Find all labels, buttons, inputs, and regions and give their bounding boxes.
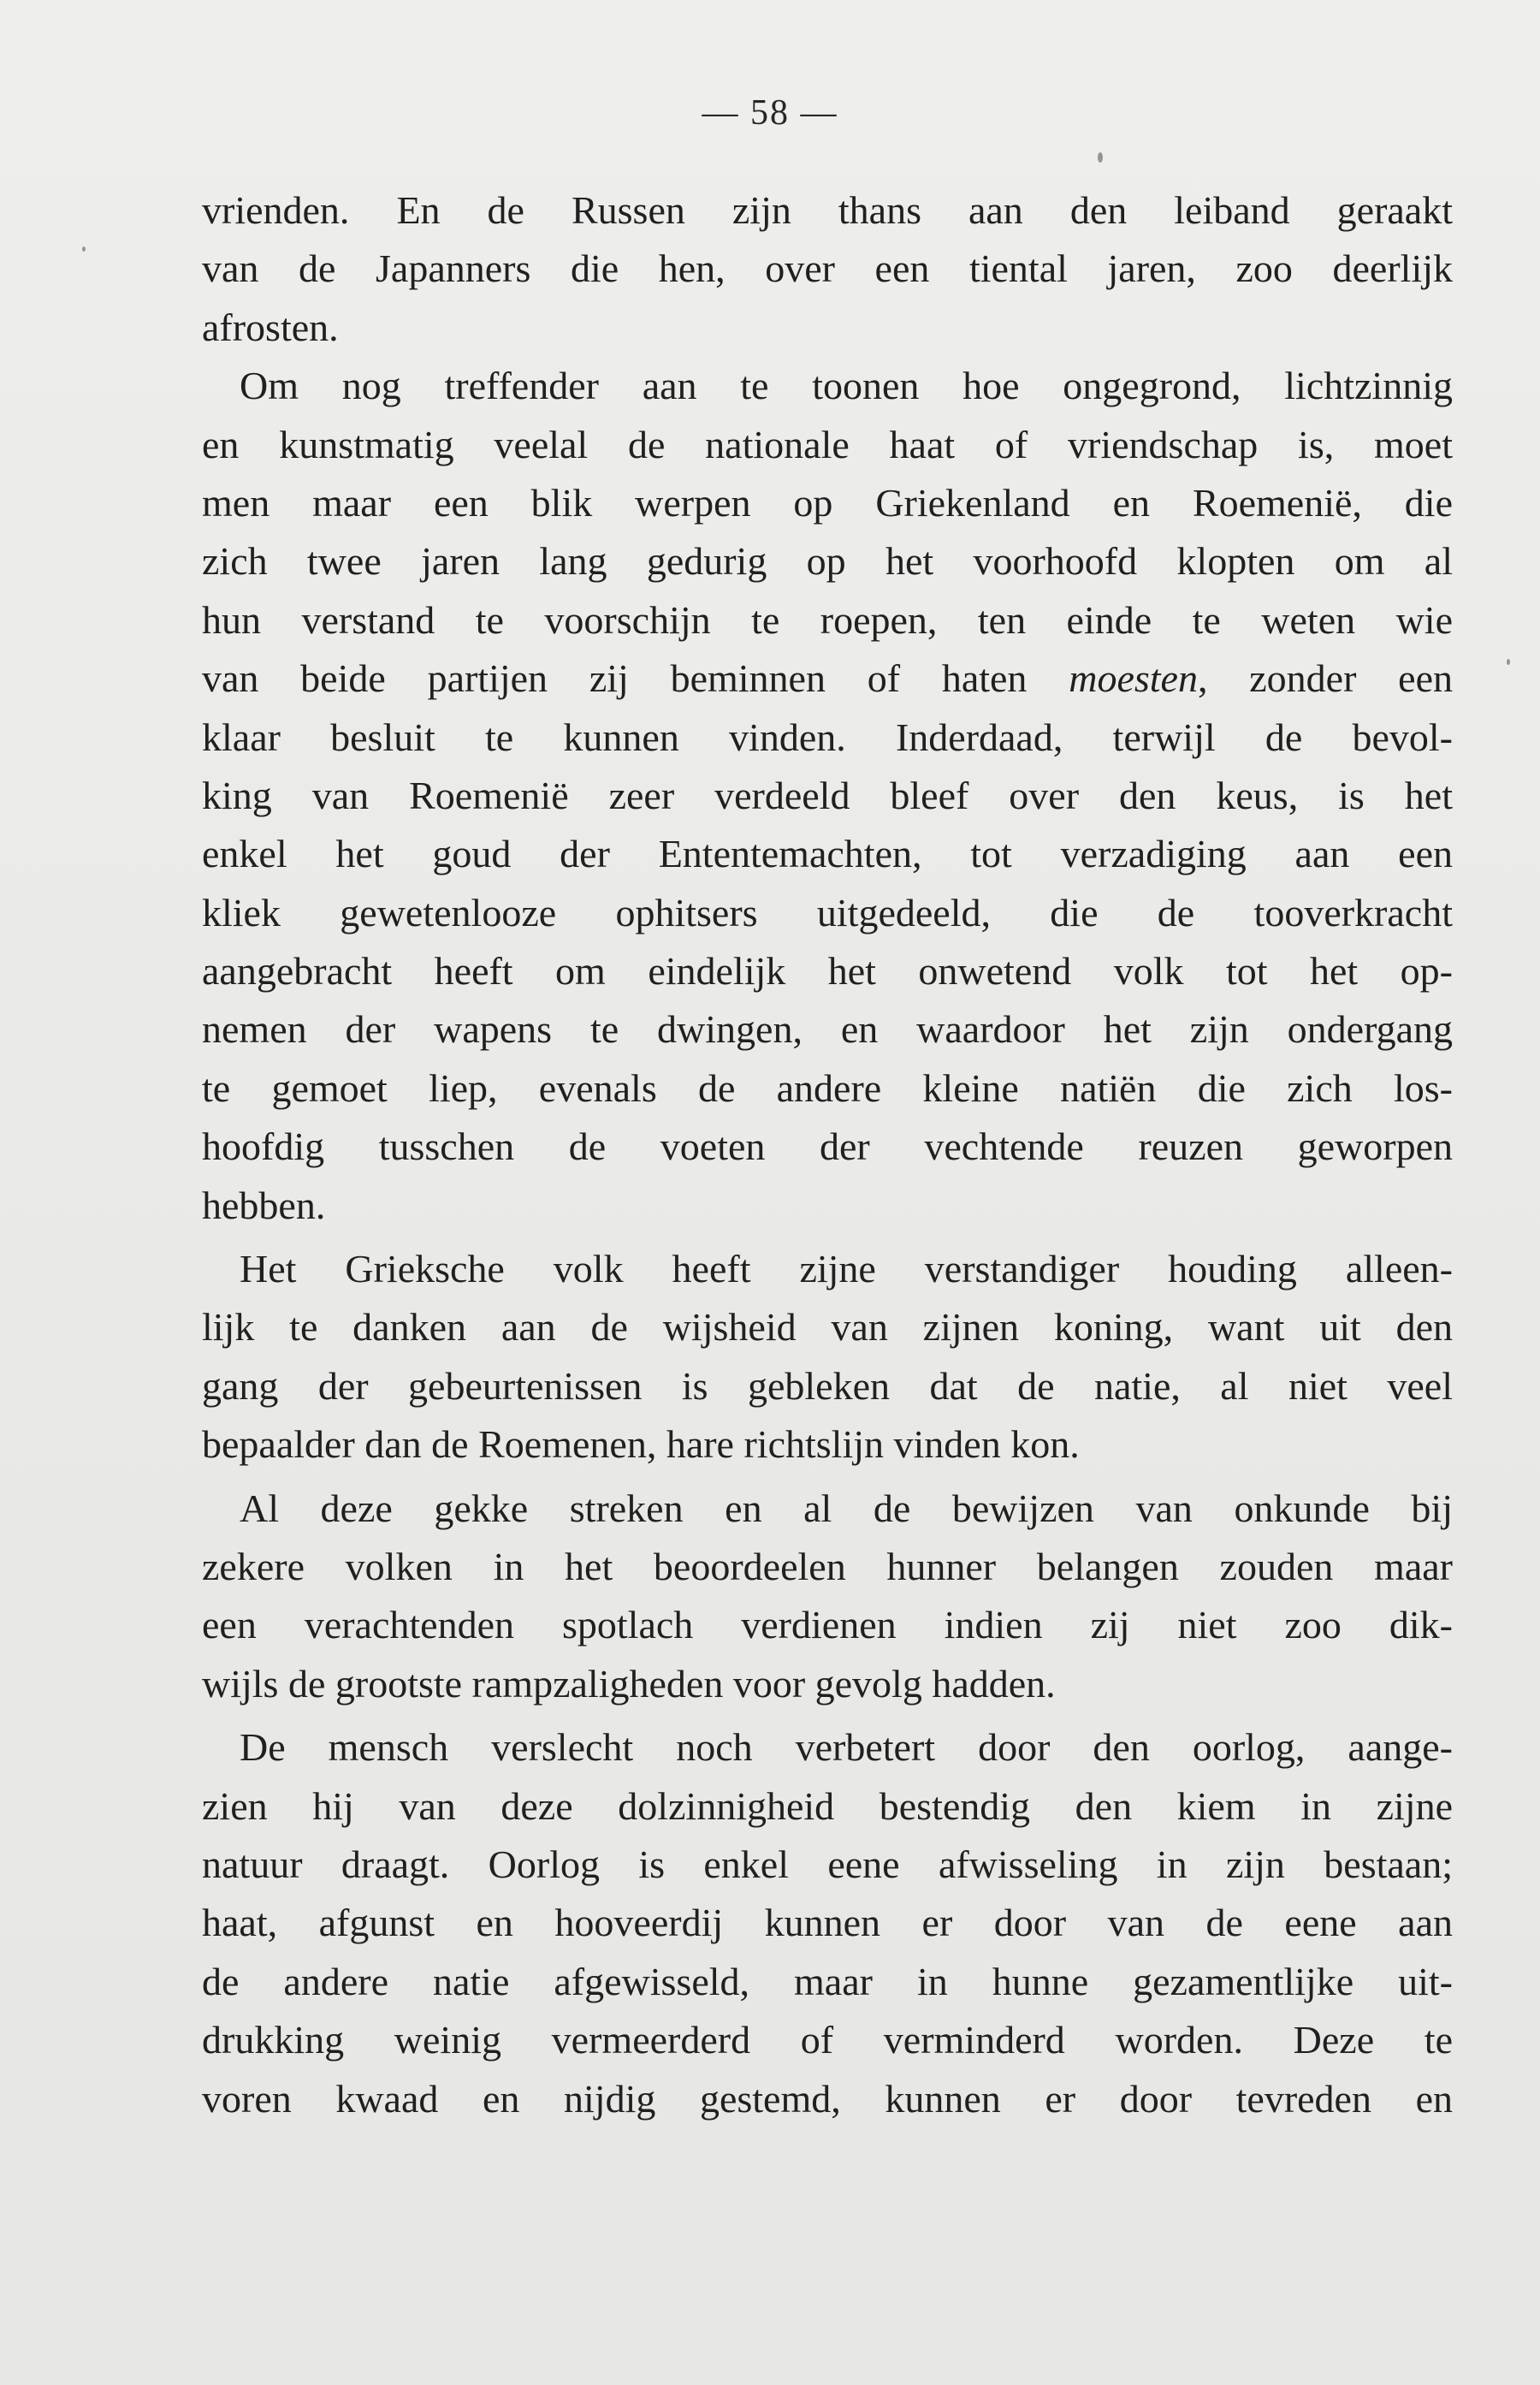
text-line: zien hij van deze dolzinnigheid bestendig den kiem in zijne [202, 1783, 1453, 1828]
text-line: zekere volken in het beoordeelen hunner belangen zouden maar [202, 1544, 1453, 1588]
text-line: en kunstmatig veelal de nationale haat of vriendschap is, moet [202, 422, 1453, 466]
text-line: klaar besluit te kunnen vinden. Inderdaad, terwijl de bevol- [202, 715, 1453, 759]
scan-speck [1098, 152, 1103, 163]
text-segment: , zonder een [1197, 656, 1453, 701]
text-line: voren kwaad en nijdig gestemd, kunnen er door tevreden en [202, 2076, 1453, 2121]
text-line: Het Grieksche volk heeft zijne verstandiger houding alleen- [240, 1247, 1453, 1291]
text-line: De mensch verslecht noch verbetert door den oorlog, aange- [240, 1725, 1453, 1770]
text-line: vrienden. En de Russen zijn thans aan den leiband geraakt [202, 188, 1453, 232]
text-segment: van beide partijen zij beminnen of haten [202, 656, 1028, 701]
page-number: — 58 — [702, 93, 838, 133]
text-line: enkel het goud der Ententemachten, tot verzadiging aan een [202, 832, 1453, 876]
text-line: Al deze gekke streken en al de bewijzen van onkunde bij [240, 1486, 1453, 1530]
text-line: kliek gewetenlooze ophitsers uitgedeeld, die de tooverkracht [202, 890, 1453, 934]
text-line: haat, afgunst en hooveerdij kunnen er door van de eene aan [202, 1901, 1453, 1945]
text-line: nemen der wapens te dwingen, en waardoor het zijn ondergang [202, 1007, 1453, 1052]
text-line: een verachtenden spotlach verdienen indien zij niet zoo dik- [202, 1603, 1453, 1647]
scan-speck [82, 246, 86, 252]
text-line: hoofdig tusschen de voeten der vechtende reuzen geworpen [202, 1124, 1453, 1169]
text-line: te gemoet liep, evenals de andere kleine natiën die zich los- [202, 1065, 1453, 1110]
text-line: hun verstand te voorschijn te roepen, ten einde te weten wie [202, 597, 1453, 642]
text-line: gang der gebeurtenissen is gebleken dat de natie, al niet veel [202, 1363, 1453, 1408]
text-line: aangebracht heeft om eindelijk het onwetend volk tot het op- [202, 949, 1453, 994]
text-line: zich twee jaren lang gedurig op het voorhoofd klopten om al [202, 539, 1453, 584]
text-line: drukking weinig vermeerderd of verminderd worden. Deze te [202, 2018, 1453, 2062]
text-line: natuur draagt. Oorlog is enkel eene afwisseling in zijn bestaan; [202, 1842, 1453, 1886]
text-line: van de Japanners die hen, over een tiental jaren, zoo deerlijk [202, 246, 1453, 291]
text-line: afrosten. [202, 305, 339, 349]
text-line: Om nog treffender aan te toonen hoe ongegrond, lichtzinnig [240, 364, 1453, 408]
text-line: de andere natie afgewisseld, maar in hunne gezamentlijke uit- [202, 1959, 1453, 2003]
text-line: wijls de grootste rampzaligheden voor gevolg hadden. [202, 1661, 1056, 1706]
text-line: hebben. [202, 1183, 326, 1227]
text-line-with-italic [202, 650, 1453, 708]
text-line: men maar een blik werpen op Griekenland en Roemenië, die [202, 480, 1453, 525]
page-body-text [202, 181, 1453, 2128]
text-line: king van Roemenië zeer verdeeld bleef over den keus, is het [202, 773, 1453, 817]
text-line: lijk te danken aan de wijsheid van zijnen koning, want uit den [202, 1305, 1453, 1350]
text-line: bepaalder dan de Roemenen, hare richtslijn vinden kon. [202, 1422, 1080, 1467]
italic-word: moesten [1069, 656, 1198, 701]
scan-speck [1507, 659, 1510, 665]
